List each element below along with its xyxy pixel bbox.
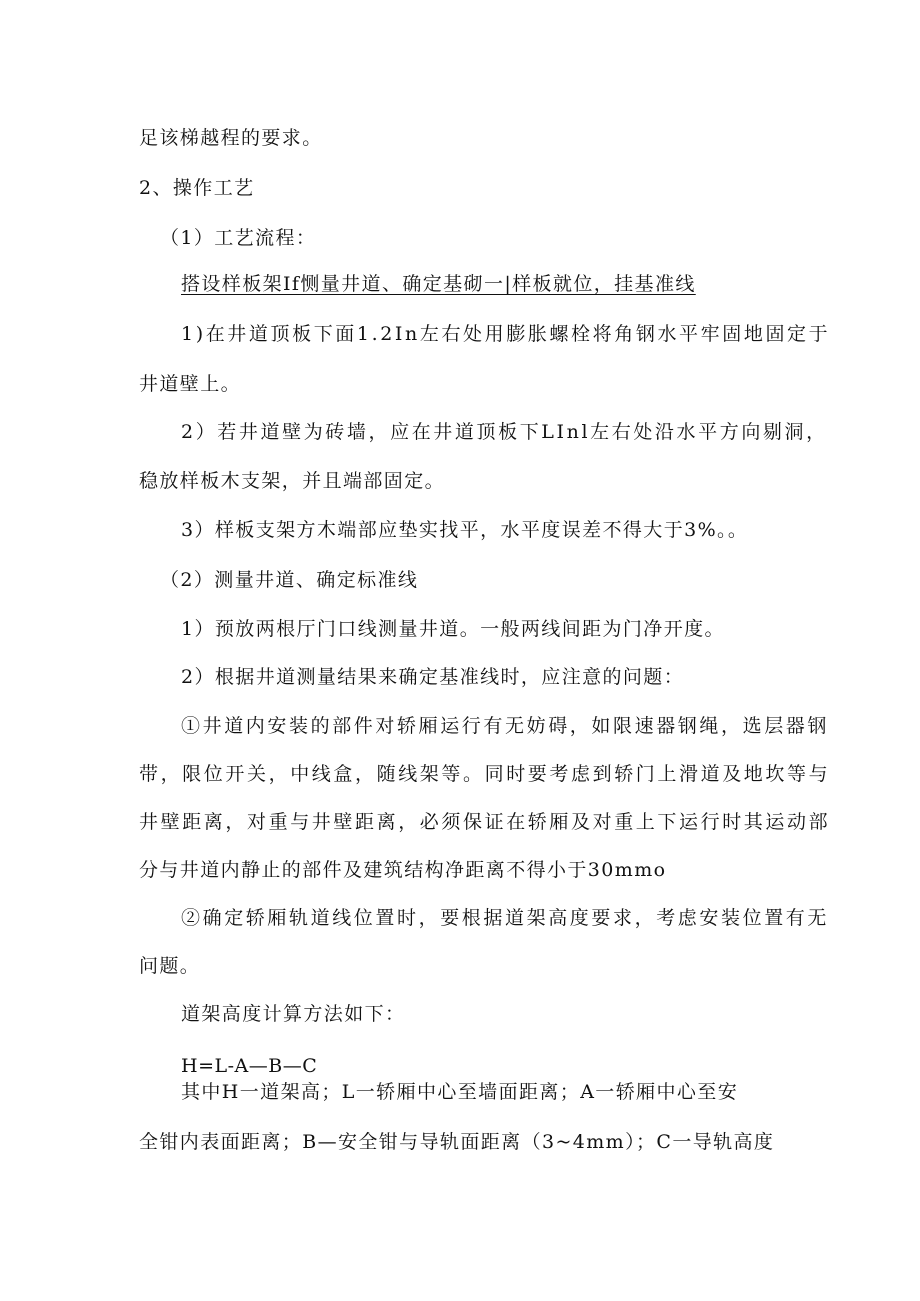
text-line: ①井道内安装的部件对轿厢运行有无妨碍，如限速器钢绳，选层器钢: [181, 715, 830, 737]
text-line: 带，限位开关，中线盒，随线架等。同时要考虑到轿门上滑道及地坎等与: [139, 763, 831, 785]
text-line: 全钳内表面距离；B—安全钳与导轨面距离（3~4mm）；C一导轨高度: [139, 1131, 775, 1153]
subsection-heading: （2）测量井道、确定标准线: [160, 569, 419, 591]
text-line: 其中H一道架高；L一轿厢中心至墙面距离；A一轿厢中心至安: [181, 1081, 739, 1103]
text-line: 1）预放两根厅门口线测量井道。一般两线间距为门净开度。: [181, 618, 725, 640]
text-line: 1)在井道顶板下面1.2In左右处用膨胀螺栓将角钢水平牢固地固定于: [181, 323, 831, 345]
text-line: 2）根据井道测量结果来确定基准线时，应注意的问题：: [181, 666, 685, 688]
text-line: ②确定轿厢轨道线位置时，要根据道架高度要求，考虑安装位置有无: [181, 907, 830, 929]
text-line: 分与井道内静止的部件及建筑结构净距离不得小于30mmo: [139, 859, 667, 881]
subsection-heading: （1）工艺流程：: [160, 227, 317, 249]
text-line: 井道壁上。: [139, 373, 242, 395]
text-line: 问题。: [139, 955, 201, 977]
text-line: 3）样板支架方木端部应垫实找平，水平度误差不得大于3%。。: [181, 519, 749, 541]
text-line: 道架高度计算方法如下：: [181, 1003, 406, 1025]
text-line: 足该梯越程的要求。: [139, 127, 323, 149]
section-heading: 2、操作工艺: [139, 177, 255, 199]
process-flow-line: 搭设样板架If恻量井道、确定基砌一|样板就位，挂基准线: [181, 273, 696, 295]
text-line: 稳放样板木支架，并且端部固定。: [139, 470, 446, 492]
text-line: 井壁距离，对重与井壁距离，必须保证在轿厢及对重上下运行时其运动部: [139, 811, 831, 833]
text-line: 2）若井道壁为砖墙，应在井道顶板下LInl左右处沿水平方向剔洞，: [181, 421, 828, 443]
formula-line: H=L-A—B—C: [181, 1055, 318, 1077]
